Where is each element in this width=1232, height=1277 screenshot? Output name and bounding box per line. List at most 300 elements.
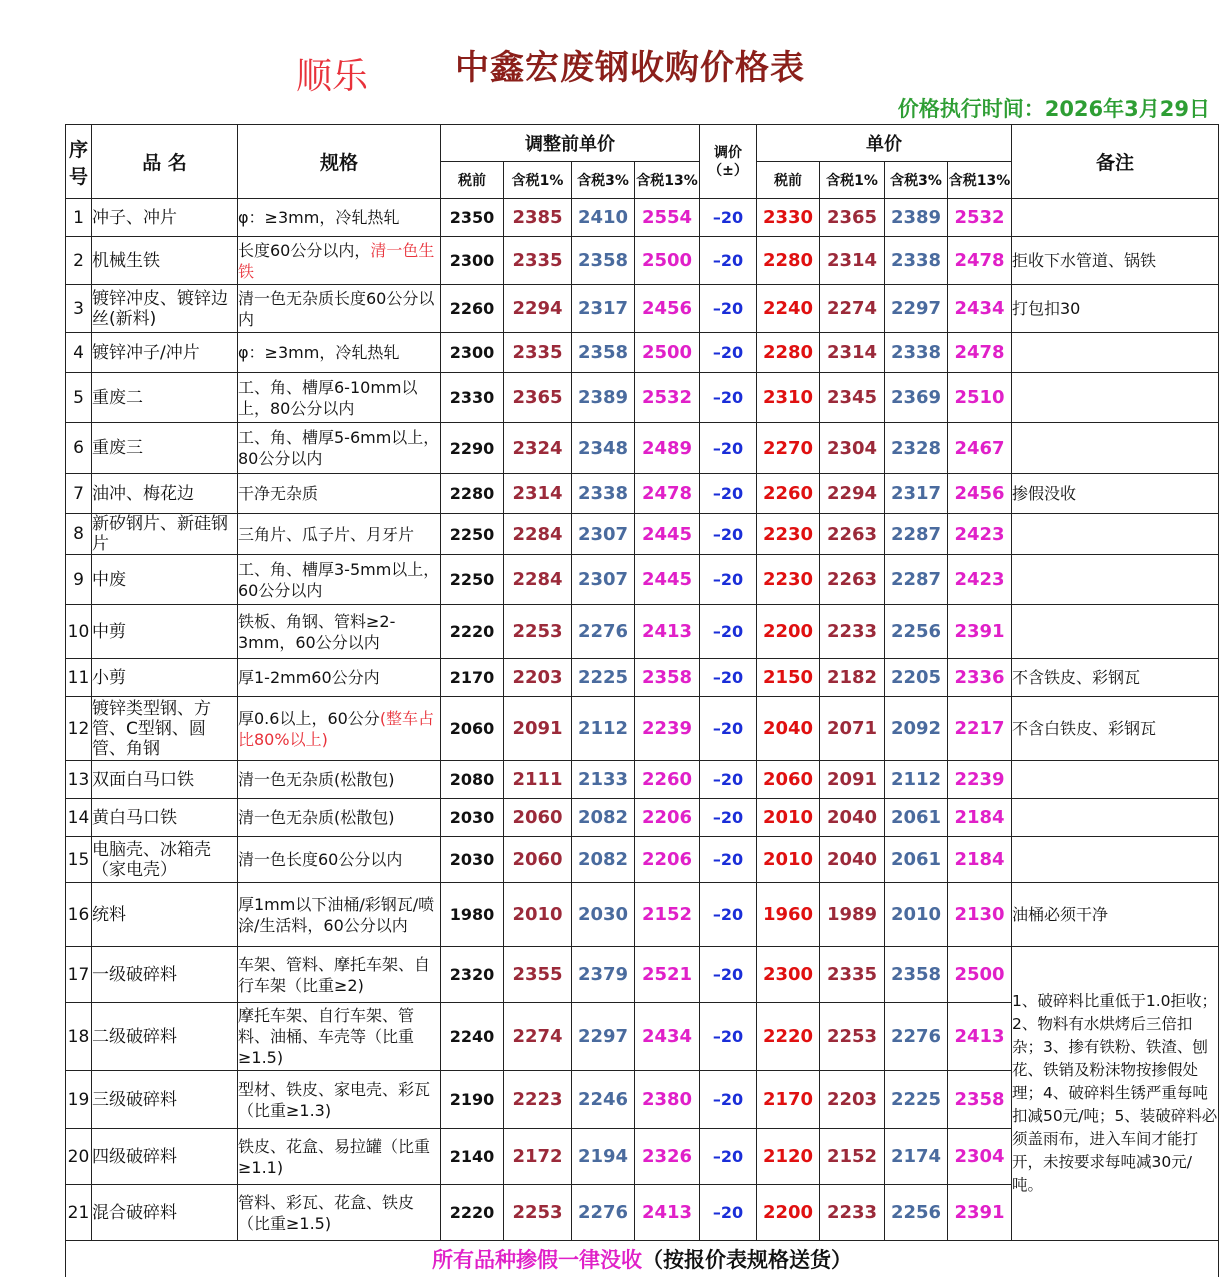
effective-date: 价格执行时间：2026年3月29日 (898, 93, 1210, 123)
table-row (66, 474, 1219, 514)
price-unit-tax1: 2233 (820, 1185, 885, 1241)
price-before-tax3: 2276 (572, 1185, 635, 1241)
row-no: 11 (66, 659, 92, 697)
price-unit-tax13: 2478 (948, 237, 1012, 285)
item-spec (238, 659, 441, 697)
price-unit-tax13: 2456 (948, 474, 1012, 514)
price-before-pretax: 2140 (441, 1129, 504, 1185)
price-before-pretax: 2030 (441, 799, 504, 837)
spec-text: 厚1mm以下油桶/彩钢瓦/喷涂/生活料，60公分以内 (238, 895, 434, 935)
price-before-tax13: 2358 (635, 659, 700, 697)
price-unit-tax3: 2328 (885, 423, 948, 474)
price-unit-tax1: 2314 (820, 237, 885, 285)
col-header-tax-before: 税前 (441, 162, 504, 199)
price-before-tax1: 2091 (504, 697, 572, 761)
col-header-adjust: 调价（±） (700, 125, 757, 199)
price-unit-pretax: 2240 (757, 285, 820, 333)
item-name: 一级破碎料 (92, 947, 238, 1003)
col-header-unit-tax-before: 税前 (757, 162, 820, 199)
price-before-tax13: 2445 (635, 555, 700, 605)
price-before-pretax: 2260 (441, 285, 504, 333)
price-before-tax1: 2355 (504, 947, 572, 1003)
price-unit-tax13: 2217 (948, 697, 1012, 761)
remark (1012, 555, 1219, 605)
remark (1012, 373, 1219, 423)
spec-text: 铁板、角钢、管料≥2-3mm，60公分以内 (238, 612, 395, 652)
price-before-pretax: 2030 (441, 837, 504, 883)
price-unit-pretax: 2200 (757, 1185, 820, 1241)
price-before-tax13: 2206 (635, 799, 700, 837)
price-unit-tax1: 2040 (820, 799, 885, 837)
price-before-tax3: 2358 (572, 237, 635, 285)
price-before-pretax: 2190 (441, 1071, 504, 1129)
price-before-pretax: 2080 (441, 761, 504, 799)
remark (1012, 837, 1219, 883)
price-adjustment: –20 (700, 1003, 757, 1071)
remark (1012, 199, 1219, 237)
row-no: 5 (66, 373, 92, 423)
item-spec (238, 423, 441, 474)
price-before-tax13: 2260 (635, 761, 700, 799)
table-row (66, 237, 1219, 285)
item-spec (238, 605, 441, 659)
row-no: 15 (66, 837, 92, 883)
table-row (66, 883, 1219, 947)
price-before-tax3: 2082 (572, 799, 635, 837)
row-no: 6 (66, 423, 92, 474)
price-before-tax1: 2060 (504, 837, 572, 883)
item-name: 双面白马口铁 (92, 761, 238, 799)
table-row (66, 605, 1219, 659)
remark (1012, 761, 1219, 799)
item-name: 镀锌冲子/冲片 (92, 333, 238, 373)
col-header-unit-tax1: 含税1% (820, 162, 885, 199)
price-before-tax3: 2112 (572, 697, 635, 761)
price-unit-tax3: 2358 (885, 947, 948, 1003)
spec-text: 厚0.6以上，60公分 (238, 709, 380, 728)
price-unit-tax3: 2287 (885, 555, 948, 605)
remark: 拒收下水管道、锅铁 (1012, 237, 1219, 285)
price-adjustment: –20 (700, 1185, 757, 1241)
price-unit-pretax: 2010 (757, 837, 820, 883)
price-before-pretax: 2330 (441, 373, 504, 423)
table-row (66, 373, 1219, 423)
price-adjustment: –20 (700, 474, 757, 514)
price-unit-tax1: 2263 (820, 514, 885, 555)
table-row (66, 799, 1219, 837)
item-name: 中废 (92, 555, 238, 605)
price-unit-tax1: 2345 (820, 373, 885, 423)
price-before-tax1: 2060 (504, 799, 572, 837)
row-no: 7 (66, 474, 92, 514)
price-adjustment: –20 (700, 237, 757, 285)
price-unit-tax13: 2423 (948, 555, 1012, 605)
price-unit-tax13: 2478 (948, 333, 1012, 373)
price-unit-tax1: 2233 (820, 605, 885, 659)
col-header-name: 品 名 (92, 125, 238, 199)
item-spec (238, 1003, 441, 1071)
row-no: 13 (66, 761, 92, 799)
table-row (66, 555, 1219, 605)
price-unit-tax13: 2434 (948, 285, 1012, 333)
price-before-tax13: 2521 (635, 947, 700, 1003)
item-name: 黄白马口铁 (92, 799, 238, 837)
item-spec (238, 947, 441, 1003)
item-spec (238, 285, 441, 333)
spec-highlight: 清一色生铁 (238, 241, 434, 281)
price-unit-tax1: 2263 (820, 555, 885, 605)
price-adjustment: –20 (700, 555, 757, 605)
price-before-tax3: 2338 (572, 474, 635, 514)
price-unit-tax13: 2510 (948, 373, 1012, 423)
price-unit-pretax: 2060 (757, 761, 820, 799)
crushed-material-remark: 1、破碎料比重低于1.0拒收；2、物料有水烘烤后三倍扣杂；3、掺有铁粉、铁渣、刨花、铁销及粉沫物按掺假处理；4、破碎料生锈严重每吨扣减50元/吨；5、装破碎料必须盖雨布，进入车间才能打开，未按要求每吨减30元/吨。 (1012, 947, 1219, 1241)
price-unit-pretax: 2200 (757, 605, 820, 659)
item-name: 镀锌类型钢、方管、C型钢、圆管、角钢 (92, 697, 238, 761)
price-before-pretax: 2250 (441, 555, 504, 605)
price-before-tax3: 2307 (572, 555, 635, 605)
price-unit-tax1: 2091 (820, 761, 885, 799)
price-unit-pretax: 2170 (757, 1071, 820, 1129)
spec-text: 清一色无杂质长度60公分以内 (238, 289, 434, 329)
row-no: 16 (66, 883, 92, 947)
price-before-tax1: 2253 (504, 605, 572, 659)
price-unit-tax3: 2287 (885, 514, 948, 555)
spec-text: 厚1-2mm60公分内 (238, 668, 380, 687)
spec-text: 工、角、槽厚5-6mm以上，80公分以内 (238, 428, 439, 468)
remark: 不含白铁皮、彩钢瓦 (1012, 697, 1219, 761)
price-unit-pretax: 2260 (757, 474, 820, 514)
price-before-tax3: 2358 (572, 333, 635, 373)
price-before-pretax: 2170 (441, 659, 504, 697)
price-before-tax1: 2314 (504, 474, 572, 514)
item-spec (238, 333, 441, 373)
row-no: 17 (66, 947, 92, 1003)
price-unit-tax3: 2225 (885, 1071, 948, 1129)
table-row (66, 423, 1219, 474)
price-unit-pretax: 2230 (757, 555, 820, 605)
spec-text: 型材、铁皮、家电壳、彩瓦（比重≥1.3) (238, 1080, 430, 1120)
spec-text: 长度60公分以内， (238, 241, 370, 260)
price-unit-tax1: 1989 (820, 883, 885, 947)
col-header-tax13: 含税13% (635, 162, 700, 199)
item-spec (238, 883, 441, 947)
price-before-tax13: 2239 (635, 697, 700, 761)
price-unit-pretax: 2040 (757, 697, 820, 761)
price-before-tax3: 2389 (572, 373, 635, 423)
price-before-tax3: 2030 (572, 883, 635, 947)
row-no: 12 (66, 697, 92, 761)
price-before-tax1: 2294 (504, 285, 572, 333)
table-row (66, 285, 1219, 333)
price-before-tax3: 2317 (572, 285, 635, 333)
remark: 打包扣30 (1012, 285, 1219, 333)
row-no: 10 (66, 605, 92, 659)
price-before-tax3: 2194 (572, 1129, 635, 1185)
remark (1012, 514, 1219, 555)
price-before-pretax: 2060 (441, 697, 504, 761)
item-name: 中剪 (92, 605, 238, 659)
col-header-remark: 备注 (1012, 125, 1219, 199)
spec-text: 干净无杂质 (238, 484, 318, 503)
price-before-tax1: 2284 (504, 514, 572, 555)
price-unit-tax1: 2335 (820, 947, 885, 1003)
price-adjustment: –20 (700, 659, 757, 697)
price-adjustment: –20 (700, 333, 757, 373)
table-row (66, 837, 1219, 883)
price-before-tax1: 2253 (504, 1185, 572, 1241)
row-no: 21 (66, 1185, 92, 1241)
price-unit-tax3: 2338 (885, 333, 948, 373)
price-unit-tax13: 2391 (948, 1185, 1012, 1241)
price-unit-pretax: 2220 (757, 1003, 820, 1071)
item-name: 镀锌冲皮、镀锌边丝(新料) (92, 285, 238, 333)
price-adjustment: –20 (700, 423, 757, 474)
price-before-tax13: 2413 (635, 1185, 700, 1241)
price-unit-tax3: 2276 (885, 1003, 948, 1071)
item-name: 混合破碎料 (92, 1185, 238, 1241)
price-unit-tax13: 2413 (948, 1003, 1012, 1071)
row-no: 8 (66, 514, 92, 555)
price-unit-tax1: 2182 (820, 659, 885, 697)
price-unit-tax1: 2294 (820, 474, 885, 514)
col-header-no: 序号 (66, 125, 92, 199)
price-unit-tax3: 2317 (885, 474, 948, 514)
item-spec (238, 761, 441, 799)
price-unit-tax3: 2256 (885, 1185, 948, 1241)
price-before-tax13: 2489 (635, 423, 700, 474)
price-unit-tax13: 2336 (948, 659, 1012, 697)
price-unit-pretax: 2010 (757, 799, 820, 837)
price-adjustment: –20 (700, 761, 757, 799)
spec-text: 清一色无杂质(松散包) (238, 770, 395, 789)
spec-text: 铁皮、花盒、易拉罐（比重≥1.1) (238, 1137, 430, 1177)
price-unit-tax1: 2152 (820, 1129, 885, 1185)
item-spec (238, 514, 441, 555)
col-header-unit-tax3: 含税3% (885, 162, 948, 199)
price-before-tax3: 2276 (572, 605, 635, 659)
price-unit-tax3: 2256 (885, 605, 948, 659)
price-before-tax13: 2413 (635, 605, 700, 659)
price-unit-tax13: 2500 (948, 947, 1012, 1003)
price-before-tax13: 2434 (635, 1003, 700, 1071)
price-unit-tax1: 2274 (820, 285, 885, 333)
row-no: 2 (66, 237, 92, 285)
spec-text: φ：≥3mm，冷轧热轧 (238, 208, 399, 227)
price-before-tax1: 2324 (504, 423, 572, 474)
price-before-pretax: 2300 (441, 237, 504, 285)
row-no: 19 (66, 1071, 92, 1129)
col-header-unit: 单价 (757, 125, 1012, 162)
brand-name: 顺乐 (296, 48, 368, 99)
price-adjustment: –20 (700, 883, 757, 947)
item-spec (238, 555, 441, 605)
price-unit-tax1: 2203 (820, 1071, 885, 1129)
price-adjustment: –20 (700, 514, 757, 555)
price-adjustment: –20 (700, 837, 757, 883)
price-before-pretax: 2280 (441, 474, 504, 514)
price-unit-tax1: 2314 (820, 333, 885, 373)
price-before-pretax: 2290 (441, 423, 504, 474)
col-header-tax1: 含税1% (504, 162, 572, 199)
spec-text: 清一色长度60公分以内 (238, 850, 402, 869)
remark: 油桶必须干净 (1012, 883, 1219, 947)
spec-text: 管料、彩瓦、花盒、铁皮（比重≥1.5) (238, 1193, 414, 1233)
price-unit-tax3: 2174 (885, 1129, 948, 1185)
item-spec (238, 837, 441, 883)
item-name: 三级破碎料 (92, 1071, 238, 1129)
col-header-before: 调整前单价 (441, 125, 700, 162)
price-unit-tax3: 2338 (885, 237, 948, 285)
item-spec (238, 1129, 441, 1185)
item-spec (238, 199, 441, 237)
price-before-tax1: 2385 (504, 199, 572, 237)
table-row (66, 514, 1219, 555)
price-before-tax1: 2335 (504, 237, 572, 285)
item-spec (238, 237, 441, 285)
page-title: 中鑫宏废钢收购价格表 (455, 40, 805, 89)
price-before-tax13: 2152 (635, 883, 700, 947)
price-before-tax13: 2380 (635, 1071, 700, 1129)
remark (1012, 799, 1219, 837)
price-adjustment: –20 (700, 285, 757, 333)
spec-text: 工、角、槽厚6-10mm以上，80公分以内 (238, 378, 418, 418)
col-header-spec: 规格 (238, 125, 441, 199)
col-header-tax3: 含税3% (572, 162, 635, 199)
price-before-tax1: 2111 (504, 761, 572, 799)
item-name: 机械生铁 (92, 237, 238, 285)
remark (1012, 423, 1219, 474)
price-unit-tax13: 2184 (948, 799, 1012, 837)
item-spec (238, 697, 441, 761)
spec-text: 工、角、槽厚3-5mm以上，60公分以内 (238, 560, 439, 600)
price-before-tax13: 2500 (635, 333, 700, 373)
item-name: 新矽钢片、新硅钢片 (92, 514, 238, 555)
price-before-tax13: 2445 (635, 514, 700, 555)
price-unit-tax13: 2184 (948, 837, 1012, 883)
remark: 不含铁皮、彩钢瓦 (1012, 659, 1219, 697)
spec-text: 清一色无杂质(松散包) (238, 808, 395, 827)
price-before-tax1: 2335 (504, 333, 572, 373)
footer-main: 所有品种掺假一律没收 (432, 1248, 642, 1272)
price-unit-tax3: 2112 (885, 761, 948, 799)
item-name: 油冲、梅花边 (92, 474, 238, 514)
price-unit-pretax: 2150 (757, 659, 820, 697)
spec-text: 三角片、瓜子片、月牙片 (238, 525, 414, 544)
price-unit-pretax: 2300 (757, 947, 820, 1003)
price-adjustment: –20 (700, 799, 757, 837)
row-no: 14 (66, 799, 92, 837)
price-before-tax3: 2246 (572, 1071, 635, 1129)
price-unit-tax13: 2423 (948, 514, 1012, 555)
price-before-tax13: 2532 (635, 373, 700, 423)
price-before-tax13: 2478 (635, 474, 700, 514)
spec-text: φ：≥3mm，冷轧热轧 (238, 343, 399, 362)
price-unit-tax13: 2130 (948, 883, 1012, 947)
table-row (66, 761, 1219, 799)
price-adjustment: –20 (700, 947, 757, 1003)
col-header-unit-tax13: 含税13% (948, 162, 1012, 199)
item-spec (238, 474, 441, 514)
price-unit-tax3: 2205 (885, 659, 948, 697)
table-row (66, 697, 1219, 761)
item-name: 冲子、冲片 (92, 199, 238, 237)
price-unit-tax13: 2532 (948, 199, 1012, 237)
price-unit-pretax: 1960 (757, 883, 820, 947)
item-spec (238, 1185, 441, 1241)
item-name: 重废二 (92, 373, 238, 423)
item-spec (238, 1071, 441, 1129)
price-unit-tax1: 2040 (820, 837, 885, 883)
price-before-tax1: 2284 (504, 555, 572, 605)
price-unit-tax13: 2239 (948, 761, 1012, 799)
table-row (66, 947, 1219, 1003)
row-no: 3 (66, 285, 92, 333)
footer-sub: （按报价表规格送货） (642, 1248, 852, 1272)
price-before-tax3: 2225 (572, 659, 635, 697)
item-name: 统料 (92, 883, 238, 947)
price-unit-tax3: 2369 (885, 373, 948, 423)
price-before-pretax: 2320 (441, 947, 504, 1003)
price-before-tax3: 2410 (572, 199, 635, 237)
price-adjustment: –20 (700, 199, 757, 237)
price-unit-tax13: 2391 (948, 605, 1012, 659)
price-unit-pretax: 2280 (757, 237, 820, 285)
price-before-tax13: 2206 (635, 837, 700, 883)
price-before-tax1: 2223 (504, 1071, 572, 1129)
price-unit-pretax: 2120 (757, 1129, 820, 1185)
price-adjustment: –20 (700, 373, 757, 423)
price-table (65, 124, 1219, 1277)
price-unit-tax3: 2010 (885, 883, 948, 947)
price-unit-pretax: 2330 (757, 199, 820, 237)
price-before-tax1: 2010 (504, 883, 572, 947)
price-before-tax1: 2203 (504, 659, 572, 697)
spec-text: 摩托车架、自行车架、管料、油桶、车壳等（比重≥1.5) (238, 1006, 414, 1067)
item-name: 重废三 (92, 423, 238, 474)
price-unit-tax3: 2061 (885, 837, 948, 883)
table-row (66, 659, 1219, 697)
item-spec (238, 799, 441, 837)
price-adjustment: –20 (700, 697, 757, 761)
table-row (66, 199, 1219, 237)
price-unit-tax1: 2253 (820, 1003, 885, 1071)
price-unit-tax13: 2467 (948, 423, 1012, 474)
price-before-pretax: 2240 (441, 1003, 504, 1071)
footer-note (66, 1241, 1219, 1277)
spec-text: 车架、管料、摩托车架、自行车架（比重≥2) (238, 955, 430, 995)
item-spec (238, 373, 441, 423)
price-unit-tax3: 2389 (885, 199, 948, 237)
price-before-tax13: 2500 (635, 237, 700, 285)
price-before-tax13: 2456 (635, 285, 700, 333)
table-row (66, 333, 1219, 373)
price-before-tax1: 2172 (504, 1129, 572, 1185)
price-unit-pretax: 2280 (757, 333, 820, 373)
price-before-tax1: 2365 (504, 373, 572, 423)
row-no: 1 (66, 199, 92, 237)
spec-highlight: (整车占比80%以上) (238, 709, 434, 749)
price-adjustment: –20 (700, 1129, 757, 1185)
price-unit-tax1: 2365 (820, 199, 885, 237)
price-before-tax3: 2133 (572, 761, 635, 799)
price-unit-tax13: 2358 (948, 1071, 1012, 1129)
price-unit-tax13: 2304 (948, 1129, 1012, 1185)
row-no: 20 (66, 1129, 92, 1185)
price-before-tax3: 2297 (572, 1003, 635, 1071)
item-name: 小剪 (92, 659, 238, 697)
price-before-tax1: 2274 (504, 1003, 572, 1071)
